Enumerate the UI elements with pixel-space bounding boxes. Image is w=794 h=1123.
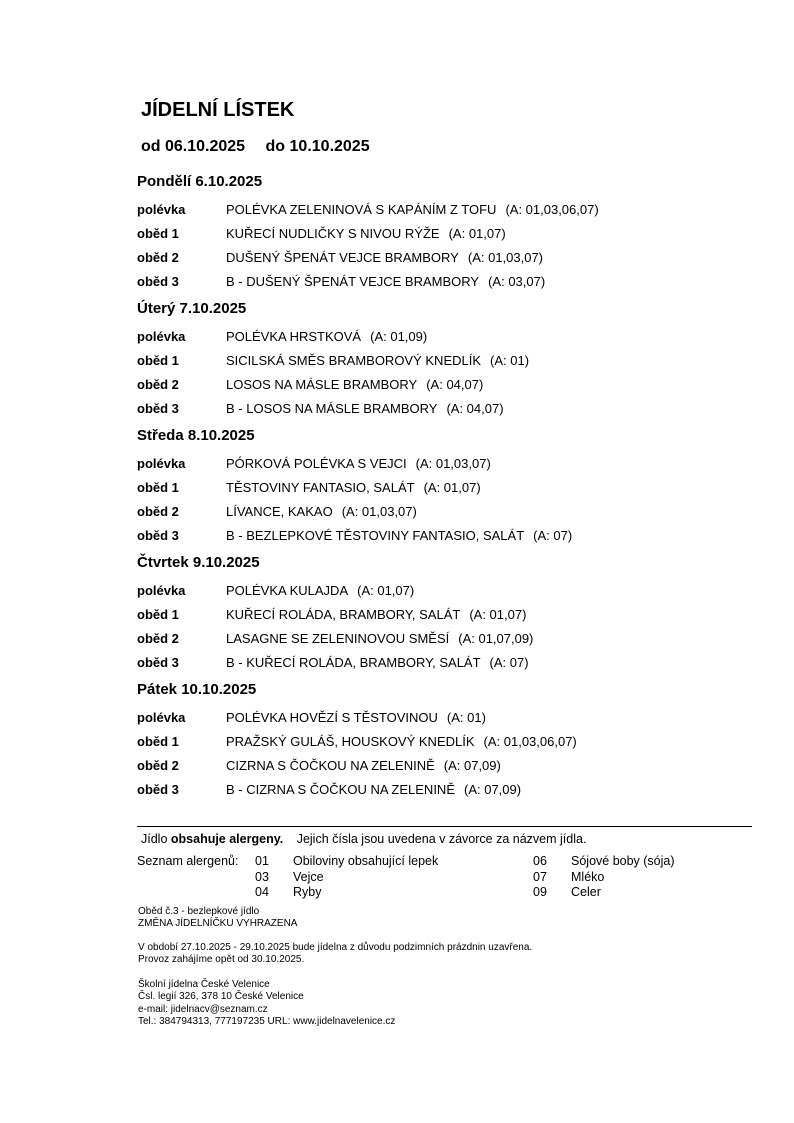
note-closure: V období 27.10.2025 - 29.10.2025 bude jídelna z důvodu podzimních prázdnin uzavřena. (138, 942, 533, 953)
meal-label: oběd 2 (137, 631, 179, 646)
meal-allergens: (A: 01,03,06,07) (505, 202, 599, 217)
meal-dish: KUŘECÍ ROLÁDA, BRAMBORY, SALÁT (226, 607, 461, 622)
meal-dish: PÓRKOVÁ POLÉVKA S VEJCI (226, 456, 407, 471)
meal-dish-wrap (226, 476, 481, 500)
meal-label: oběd 3 (137, 274, 179, 289)
meal-dish: SICILSKÁ SMĚS BRAMBOROVÝ KNEDLÍK (226, 353, 482, 368)
allergen-item (255, 885, 505, 901)
meal-dish: B - DUŠENÝ ŠPENÁT VEJCE BRAMBORY (226, 274, 480, 289)
meal-dish-wrap (226, 603, 526, 627)
meal-dish-wrap (226, 397, 504, 421)
meal-allergens: (A: 07,09) (464, 782, 522, 797)
meal-label: polévka (137, 583, 186, 598)
meal-dish-wrap (226, 349, 529, 373)
allergen-name: Celer (571, 885, 601, 899)
meal-label: oběd 3 (137, 528, 179, 543)
allergen-name: Ryby (293, 885, 322, 899)
meal-allergens: (A: 01,07,09) (458, 631, 534, 646)
meal-label: oběd 3 (137, 401, 179, 416)
meal-dish: CIZRNA S ČOČKOU NA ZELENINĚ (226, 758, 435, 773)
contact-name: Školní jídelna České Velenice (138, 979, 270, 990)
meal-label: oběd 2 (137, 504, 179, 519)
day-heading: Pátek 10.10.2025 (137, 681, 257, 698)
meal-allergens: (A: 01) (446, 710, 486, 725)
meal-allergens: (A: 01,07) (423, 480, 481, 495)
meal-row (137, 349, 757, 373)
allergen-note-bold: obsahuje alergeny. (170, 832, 284, 846)
contact-address: Čsl. legií 326, 378 10 České Velenice (138, 991, 304, 1002)
meal-dish: B - LOSOS NA MÁSLE BRAMBORY (226, 401, 438, 416)
meal-row (137, 222, 757, 246)
meal-dish-wrap (226, 778, 521, 802)
meal-allergens: (A: 03,07) (488, 274, 546, 289)
meal-dish-wrap (226, 373, 483, 397)
meal-allergens: (A: 07,09) (443, 758, 501, 773)
day-heading: Úterý 7.10.2025 (137, 300, 247, 317)
meal-label: oběd 3 (137, 782, 179, 797)
allergen-item (533, 854, 733, 870)
meal-row (137, 627, 757, 651)
meal-allergens: (A: 01,03,07) (467, 250, 544, 265)
allergen-code: 07 (533, 869, 547, 884)
meal-label: oběd 1 (137, 353, 179, 368)
meal-allergens: (A: 01,03,07) (415, 456, 491, 471)
meal-row (137, 476, 757, 500)
meal-dish-wrap (226, 198, 599, 222)
meal-dish: DUŠENÝ ŠPENÁT VEJCE BRAMBORY (226, 250, 459, 265)
meal-dish-wrap (226, 246, 543, 270)
meal-label: oběd 2 (137, 377, 179, 392)
meal-dish-wrap (226, 730, 577, 754)
meal-label: oběd 2 (137, 758, 179, 773)
allergen-name: Mléko (571, 869, 605, 884)
day-heading: Čtvrtek 9.10.2025 (137, 554, 260, 571)
meal-dish: B - KUŘECÍ ROLÁDA, BRAMBORY, SALÁT (226, 655, 481, 670)
meal-row (137, 579, 757, 603)
meal-row (137, 706, 757, 730)
meal-label: oběd 1 (137, 226, 179, 241)
meal-row (137, 198, 757, 222)
meal-row (137, 603, 757, 627)
meal-allergens: (A: 01,07) (448, 226, 506, 241)
allergen-item (533, 885, 733, 901)
allergen-name: Obiloviny obsahující lepek (293, 854, 439, 868)
meal-label: polévka (137, 202, 186, 217)
meal-dish: B - CIZRNA S ČOČKOU NA ZELENINĚ (226, 782, 455, 797)
day-heading: Pondělí 6.10.2025 (137, 173, 263, 190)
note-gluten-free: Oběd č.3 - bezlepkové jídlo (138, 906, 260, 917)
meal-label: oběd 2 (137, 250, 179, 265)
meal-dish: POLÉVKA ZELENINOVÁ S KAPÁNÍM Z TOFU (226, 202, 497, 217)
meal-dish-wrap (226, 524, 572, 548)
meal-row (137, 651, 757, 675)
meal-dish: POLÉVKA KULAJDA (226, 583, 349, 598)
day-section (137, 552, 757, 675)
allergen-note (141, 832, 586, 846)
meal-row (137, 778, 757, 802)
meal-label: oběd 1 (137, 734, 179, 749)
meal-dish: PRAŽSKÝ GULÁŠ, HOUSKOVÝ KNEDLÍK (226, 734, 475, 749)
meal-allergens: (A: 04,07) (446, 401, 504, 416)
meal-row (137, 373, 757, 397)
meal-dish: B - BEZLEPKOVÉ TĚSTOVINY FANTASIO, SALÁT (226, 528, 525, 543)
allergen-item (533, 870, 733, 886)
meal-dish-wrap (226, 651, 529, 675)
meal-dish-wrap (226, 627, 533, 651)
meal-label: polévka (137, 329, 186, 344)
meal-row (137, 500, 757, 524)
meal-allergens: (A: 01,09) (370, 329, 428, 344)
allergen-note-prefix: Jídlo (141, 832, 168, 846)
day-section (137, 425, 757, 548)
meal-allergens: (A: 01,03,07) (341, 504, 417, 519)
meal-allergens: (A: 01,07) (469, 607, 527, 622)
allergen-code: 09 (533, 885, 547, 899)
allergen-list-right (533, 854, 733, 901)
note-change-reserved: ZMĚNA JÍDELNÍČKU VYHRAZENA (138, 918, 298, 929)
contact-phone: Tel.: 384794313, 777197235 URL: www.jidelnavelenice.cz (138, 1016, 396, 1027)
allergen-code: 01 (255, 854, 269, 868)
contact-email: e-mail: jidelnacv@seznam.cz (138, 1004, 268, 1015)
meal-dish-wrap (226, 270, 545, 294)
allergen-code: 04 (255, 885, 269, 899)
meal-dish: LÍVANCE, KAKAO (226, 504, 333, 519)
meal-allergens: (A: 01,03,06,07) (483, 734, 577, 749)
meal-allergens: (A: 04,07) (426, 377, 484, 392)
meal-dish: TĚSTOVINY FANTASIO, SALÁT (226, 480, 415, 495)
meal-row (137, 270, 757, 294)
meal-allergens: (A: 01) (490, 353, 530, 368)
meal-row (137, 754, 757, 778)
meal-dish: LASAGNE SE ZELENINOVOU SMĚSÍ (226, 631, 450, 646)
meal-row (137, 397, 757, 421)
divider (137, 826, 752, 827)
day-section (137, 679, 757, 802)
meal-dish-wrap (226, 452, 491, 476)
menu-days (137, 171, 757, 806)
meal-row (137, 452, 757, 476)
meal-allergens: (A: 07) (533, 528, 573, 543)
meal-label: polévka (137, 710, 186, 725)
allergen-code: 03 (255, 869, 269, 884)
meal-label: polévka (137, 456, 186, 471)
meal-row (137, 730, 757, 754)
allergen-code: 06 (533, 854, 547, 868)
allergen-item (255, 870, 505, 886)
meal-dish: LOSOS NA MÁSLE BRAMBORY (226, 377, 418, 392)
allergen-item (255, 854, 505, 870)
meal-dish-wrap (226, 500, 417, 524)
meal-allergens: (A: 01,07) (357, 583, 415, 598)
meal-dish-wrap (226, 706, 486, 730)
allergen-name: Vejce (293, 869, 324, 884)
meal-dish-wrap (226, 579, 414, 603)
meal-dish: POLÉVKA HOVĚZÍ S TĚSTOVINOU (226, 710, 438, 725)
meal-label: oběd 1 (137, 480, 179, 495)
meal-row (137, 325, 757, 349)
meal-allergens: (A: 07) (489, 655, 529, 670)
day-section (137, 298, 757, 421)
allergen-note-rest: Jejich čísla jsou uvedena v závorce za názvem jídla. (296, 832, 587, 846)
allergen-name: Sójové boby (sója) (571, 854, 675, 868)
meal-dish: KUŘECÍ NUDLIČKY S NIVOU RÝŽE (226, 226, 440, 241)
day-section (137, 171, 757, 294)
meal-dish-wrap (226, 222, 506, 246)
meal-dish: POLÉVKA HRSTKOVÁ (226, 329, 362, 344)
meal-label: oběd 1 (137, 607, 179, 622)
period-from: od 06.10.2025 (141, 138, 246, 155)
day-heading: Středa 8.10.2025 (137, 427, 255, 444)
period-to: do 10.10.2025 (265, 138, 370, 155)
page-title: JÍDELNÍ LÍSTEK (141, 99, 295, 121)
allergen-list-label: Seznam alergenů: (137, 854, 239, 868)
meal-row (137, 246, 757, 270)
note-reopen: Provoz zahájíme opět od 30.10.2025. (138, 954, 305, 965)
meal-row (137, 524, 757, 548)
meal-label: oběd 3 (137, 655, 179, 670)
meal-dish-wrap (226, 754, 501, 778)
meal-dish-wrap (226, 325, 427, 349)
menu-period (141, 138, 370, 156)
allergen-list-left (255, 854, 505, 901)
